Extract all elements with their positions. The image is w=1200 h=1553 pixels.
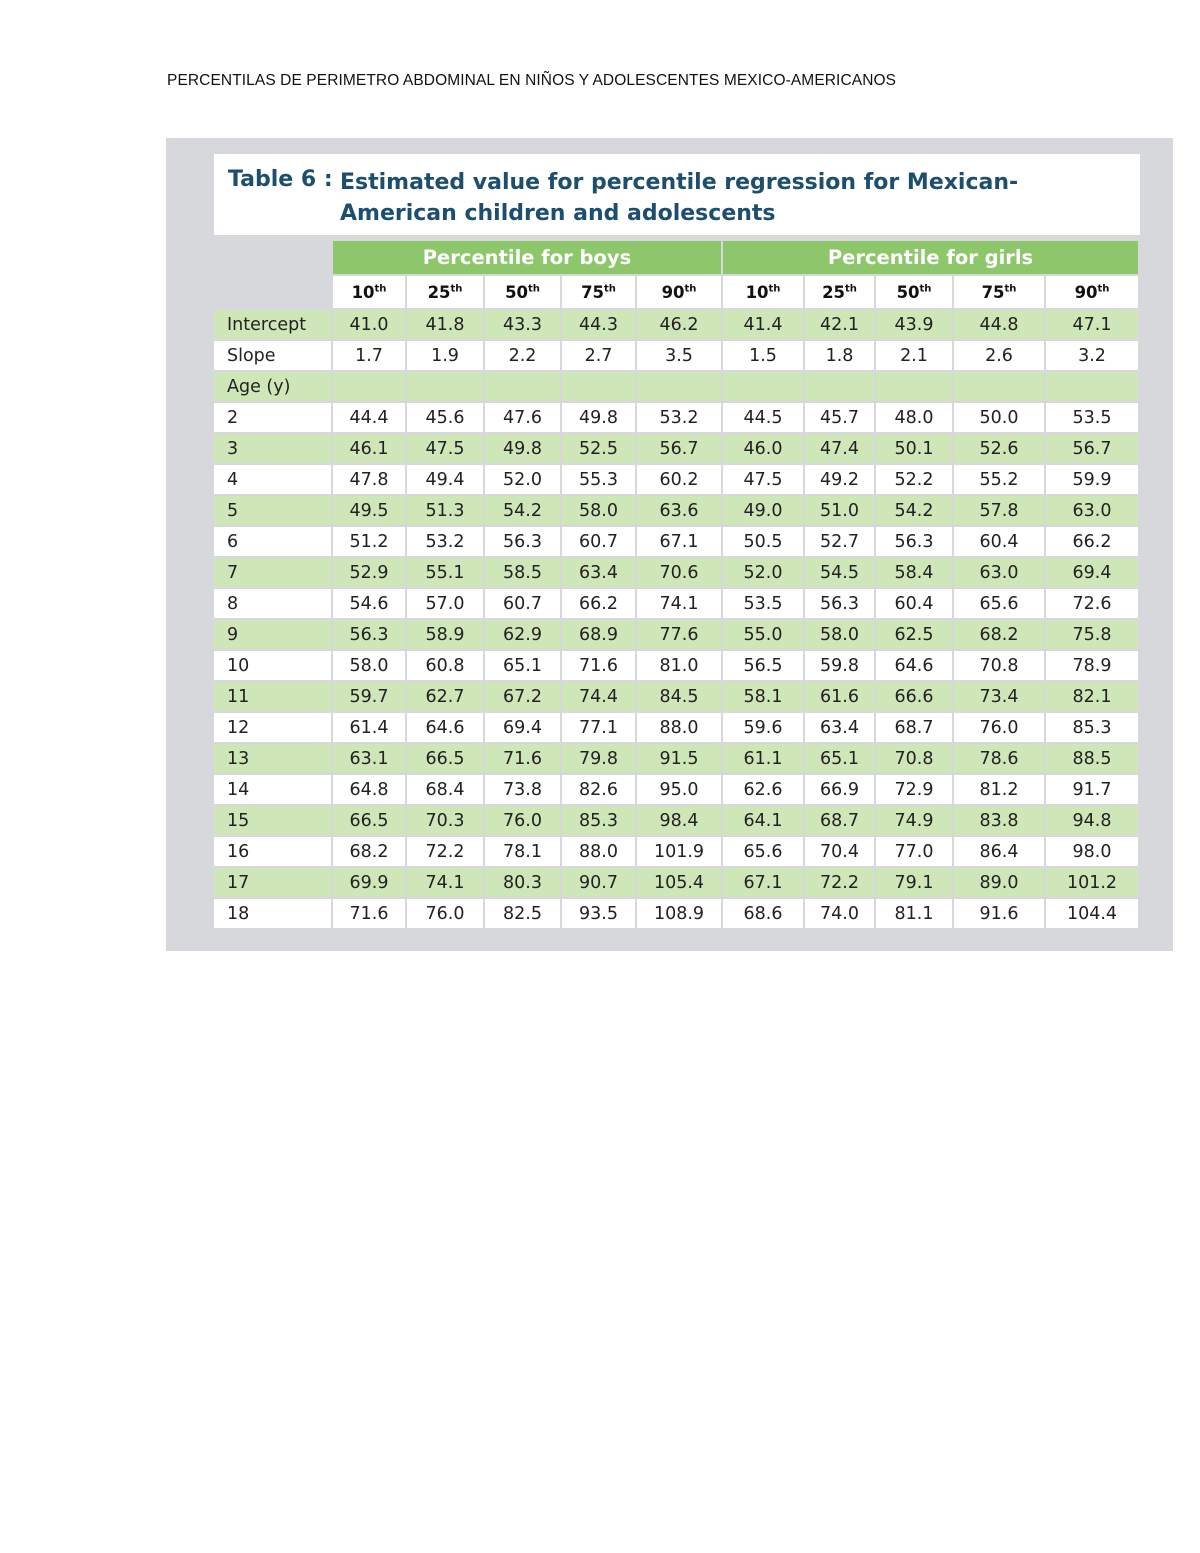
- table-cell: 59.9: [1046, 465, 1140, 496]
- table-cell: 54.6: [333, 589, 407, 620]
- table-cell: 68.9: [562, 620, 637, 651]
- percentile-number: 50: [896, 282, 920, 302]
- table-cell: 49.2: [805, 465, 876, 496]
- row-label: 14: [214, 775, 333, 806]
- table-cell: 76.0: [954, 713, 1046, 744]
- table-cell: 71.6: [485, 744, 562, 775]
- table-cell: 48.0: [876, 403, 954, 434]
- table-cell: 89.0: [954, 868, 1046, 899]
- table-cell: 44.8: [954, 310, 1046, 341]
- table-cell: 94.8: [1046, 806, 1140, 837]
- table-cell: 66.6: [876, 682, 954, 713]
- table-cell: 69.4: [1046, 558, 1140, 589]
- row-label: Age (y): [214, 372, 333, 403]
- table-row: [214, 527, 1140, 558]
- table-cell: 68.7: [876, 713, 954, 744]
- table-row: [214, 372, 1140, 403]
- table-cell: 68.2: [954, 620, 1046, 651]
- table-cell: [637, 372, 723, 403]
- table-cell: 69.9: [333, 868, 407, 899]
- table-cell: 41.8: [407, 310, 485, 341]
- page-heading: PERCENTILAS DE PERIMETRO ABDOMINAL EN NIÑOS Y ADOLESCENTES MEXICO-AMERICANOS: [167, 72, 897, 89]
- table-cell: [333, 372, 407, 403]
- percentile-number: 75: [581, 282, 605, 302]
- table-row: [214, 806, 1140, 837]
- table-cell: 63.4: [562, 558, 637, 589]
- table-cell: 53.5: [723, 589, 805, 620]
- table-cell: 46.1: [333, 434, 407, 465]
- table-cell: 63.0: [954, 558, 1046, 589]
- table-cell: 47.1: [1046, 310, 1140, 341]
- table-cell: 57.0: [407, 589, 485, 620]
- table-cell: 72.6: [1046, 589, 1140, 620]
- percentile-header-cell: [485, 276, 562, 310]
- table-row: [214, 713, 1140, 744]
- table-cell: 63.6: [637, 496, 723, 527]
- row-label: 7: [214, 558, 333, 589]
- table-cell: 85.3: [562, 806, 637, 837]
- table-cell: 74.0: [805, 899, 876, 930]
- table-cell: 67.2: [485, 682, 562, 713]
- table-cell: 70.8: [876, 744, 954, 775]
- table-cell: 53.5: [1046, 403, 1140, 434]
- table-cell: 74.4: [562, 682, 637, 713]
- boys-group-header: Percentile for boys: [333, 241, 723, 276]
- table-cell: 82.1: [1046, 682, 1140, 713]
- table-cell: 58.1: [723, 682, 805, 713]
- table-row: [214, 868, 1140, 899]
- table-cell: 90.7: [562, 868, 637, 899]
- percentile-number: 10: [745, 282, 769, 302]
- table-cell: 1.9: [407, 341, 485, 372]
- table-cell: 3.5: [637, 341, 723, 372]
- table-cell: 52.7: [805, 527, 876, 558]
- table-row: [214, 465, 1140, 496]
- percentile-suffix: th: [374, 283, 387, 294]
- row-label: 17: [214, 868, 333, 899]
- table-cell: 60.4: [954, 527, 1046, 558]
- table-figure: [166, 138, 1173, 951]
- table-cell: 101.9: [637, 837, 723, 868]
- table-cell: 93.5: [562, 899, 637, 930]
- table-cell: 60.2: [637, 465, 723, 496]
- table-cell: 46.0: [723, 434, 805, 465]
- table-cell: 71.6: [333, 899, 407, 930]
- table-cell: 54.5: [805, 558, 876, 589]
- table-cell: 66.2: [562, 589, 637, 620]
- table-cell: 58.9: [407, 620, 485, 651]
- percentile-header-cell: [876, 276, 954, 310]
- table-cell: 52.0: [723, 558, 805, 589]
- table-cell: 63.0: [1046, 496, 1140, 527]
- table-cell: 61.4: [333, 713, 407, 744]
- table-cell: 1.8: [805, 341, 876, 372]
- table-cell: 53.2: [637, 403, 723, 434]
- group-header-row: [214, 241, 1140, 276]
- percentile-number: 25: [822, 282, 846, 302]
- table-cell: 50.1: [876, 434, 954, 465]
- table-cell: 73.4: [954, 682, 1046, 713]
- table-cell: 41.0: [333, 310, 407, 341]
- table-cell: 65.1: [485, 651, 562, 682]
- table-cell: 44.3: [562, 310, 637, 341]
- table-row: [214, 496, 1140, 527]
- table-cell: 64.6: [876, 651, 954, 682]
- table-cell: [1046, 372, 1140, 403]
- table-cell: 46.2: [637, 310, 723, 341]
- table-cell: 47.6: [485, 403, 562, 434]
- table-cell: 56.3: [876, 527, 954, 558]
- table-cell: 91.6: [954, 899, 1046, 930]
- table-cell: 70.4: [805, 837, 876, 868]
- table-cell: 81.1: [876, 899, 954, 930]
- table-cell: 88.0: [637, 713, 723, 744]
- percentile-suffix: th: [684, 283, 697, 294]
- table-cell: 56.5: [723, 651, 805, 682]
- table-number-label: Table 6 :: [228, 167, 333, 192]
- table-cell: 42.1: [805, 310, 876, 341]
- table-cell: 47.8: [333, 465, 407, 496]
- percentile-header-cell: [562, 276, 637, 310]
- table-cell: 54.2: [876, 496, 954, 527]
- table-row: [214, 341, 1140, 372]
- table-cell: 60.7: [562, 527, 637, 558]
- table-cell: 51.3: [407, 496, 485, 527]
- table-cell: 66.2: [1046, 527, 1140, 558]
- row-label: 10: [214, 651, 333, 682]
- table-cell: 53.2: [407, 527, 485, 558]
- table-cell: 85.3: [1046, 713, 1140, 744]
- table-cell: 62.7: [407, 682, 485, 713]
- table-cell: 52.2: [876, 465, 954, 496]
- table-cell: 2.7: [562, 341, 637, 372]
- table-cell: 60.8: [407, 651, 485, 682]
- table-cell: 91.5: [637, 744, 723, 775]
- percentile-suffix: th: [919, 283, 932, 294]
- table-cell: 58.5: [485, 558, 562, 589]
- table-cell: [407, 372, 485, 403]
- row-label: 9: [214, 620, 333, 651]
- percentile-suffix: th: [528, 283, 540, 294]
- table-cell: 61.6: [805, 682, 876, 713]
- percentile-table: [214, 241, 1140, 930]
- table-cell: 74.1: [637, 589, 723, 620]
- row-label: 16: [214, 837, 333, 868]
- table-cell: 55.1: [407, 558, 485, 589]
- table-cell: 70.8: [954, 651, 1046, 682]
- table-cell: 55.0: [723, 620, 805, 651]
- table-cell: 52.5: [562, 434, 637, 465]
- row-label: Intercept: [214, 310, 333, 341]
- percentile-header-cell: [637, 276, 723, 310]
- table-cell: 60.7: [485, 589, 562, 620]
- percentile-header-cell: [333, 276, 407, 310]
- table-cell: 1.5: [723, 341, 805, 372]
- table-cell: 55.3: [562, 465, 637, 496]
- percentile-header-cell: [805, 276, 876, 310]
- table-cell: 86.4: [954, 837, 1046, 868]
- table-cell: 2.2: [485, 341, 562, 372]
- percentile-suffix: th: [604, 283, 616, 294]
- row-label: Slope: [214, 341, 333, 372]
- table-cell: 105.4: [637, 868, 723, 899]
- table-cell: 69.4: [485, 713, 562, 744]
- table-cell: 62.6: [723, 775, 805, 806]
- percentile-suffix: th: [1004, 283, 1017, 294]
- table-cell: 101.2: [1046, 868, 1140, 899]
- table-cell: 62.5: [876, 620, 954, 651]
- table-row: [214, 403, 1140, 434]
- table-cell: 56.3: [805, 589, 876, 620]
- table-cell: 2.1: [876, 341, 954, 372]
- table-cell: 79.1: [876, 868, 954, 899]
- table-cell: 47.4: [805, 434, 876, 465]
- table-cell: [562, 372, 637, 403]
- table-cell: 79.8: [562, 744, 637, 775]
- table-row: [214, 651, 1140, 682]
- table-row: [214, 744, 1140, 775]
- percentile-number: 25: [427, 282, 451, 302]
- table-cell: 58.0: [562, 496, 637, 527]
- table-cell: 65.6: [723, 837, 805, 868]
- table-cell: 98.0: [1046, 837, 1140, 868]
- percentile-number: 50: [505, 282, 529, 302]
- table-cell: [485, 372, 562, 403]
- table-cell: 64.8: [333, 775, 407, 806]
- row-label: 11: [214, 682, 333, 713]
- table-cell: 2.6: [954, 341, 1046, 372]
- table-cell: 58.0: [805, 620, 876, 651]
- table-cell: 68.4: [407, 775, 485, 806]
- percentile-number: 10: [351, 282, 375, 302]
- table-cell: 51.0: [805, 496, 876, 527]
- percentile-number: 90: [1074, 282, 1098, 302]
- table-cell: 62.9: [485, 620, 562, 651]
- table-row: [214, 620, 1140, 651]
- table-cell: 56.7: [637, 434, 723, 465]
- table-cell: 70.3: [407, 806, 485, 837]
- table-row: [214, 589, 1140, 620]
- table-cell: 49.4: [407, 465, 485, 496]
- table-cell: 88.5: [1046, 744, 1140, 775]
- row-label: 6: [214, 527, 333, 558]
- table-cell: 77.0: [876, 837, 954, 868]
- table-title-line-1: Estimated value for percentile regression for Mexican-: [340, 170, 1019, 195]
- table-row: [214, 899, 1140, 930]
- table-cell: 76.0: [407, 899, 485, 930]
- percentile-number: 75: [981, 282, 1005, 302]
- percentile-header-cell: [954, 276, 1046, 310]
- table-cell: 68.6: [723, 899, 805, 930]
- table-cell: 65.1: [805, 744, 876, 775]
- girls-group-header: Percentile for girls: [723, 241, 1140, 276]
- table-title-box: [214, 154, 1140, 235]
- row-label: 8: [214, 589, 333, 620]
- table-cell: 78.6: [954, 744, 1046, 775]
- table-cell: 50.5: [723, 527, 805, 558]
- table-cell: 49.5: [333, 496, 407, 527]
- table-cell: 95.0: [637, 775, 723, 806]
- table-cell: 78.9: [1046, 651, 1140, 682]
- table-cell: 84.5: [637, 682, 723, 713]
- row-label: 12: [214, 713, 333, 744]
- table-row: [214, 558, 1140, 589]
- table-cell: 82.5: [485, 899, 562, 930]
- table-cell: 52.0: [485, 465, 562, 496]
- table-cell: [723, 372, 805, 403]
- table-cell: 78.1: [485, 837, 562, 868]
- table-cell: 88.0: [562, 837, 637, 868]
- percentile-suffix: th: [1097, 283, 1110, 294]
- table-cell: [954, 372, 1046, 403]
- table-row: [214, 310, 1140, 341]
- row-label: 15: [214, 806, 333, 837]
- table-cell: 91.7: [1046, 775, 1140, 806]
- table-cell: 56.3: [485, 527, 562, 558]
- table-row: [214, 434, 1140, 465]
- table-cell: 72.2: [805, 868, 876, 899]
- table-cell: 64.1: [723, 806, 805, 837]
- percentile-suffix: th: [768, 283, 781, 294]
- percentile-header-cell: [407, 276, 485, 310]
- table-cell: 60.4: [876, 589, 954, 620]
- percentile-suffix: th: [450, 283, 463, 294]
- percentile-number: 90: [661, 282, 685, 302]
- table-cell: 81.2: [954, 775, 1046, 806]
- table-cell: 81.0: [637, 651, 723, 682]
- table-cell: 52.6: [954, 434, 1046, 465]
- table-cell: 57.8: [954, 496, 1046, 527]
- table-cell: 49.8: [562, 403, 637, 434]
- table-cell: 80.3: [485, 868, 562, 899]
- table-cell: 67.1: [723, 868, 805, 899]
- table-cell: 75.8: [1046, 620, 1140, 651]
- row-label: 3: [214, 434, 333, 465]
- table-cell: 3.2: [1046, 341, 1140, 372]
- table-cell: 50.0: [954, 403, 1046, 434]
- table-cell: 73.8: [485, 775, 562, 806]
- table-cell: 54.2: [485, 496, 562, 527]
- table-row: [214, 682, 1140, 713]
- table-row: [214, 775, 1140, 806]
- percentile-header-row: [214, 276, 1140, 310]
- row-label: 13: [214, 744, 333, 775]
- table-cell: 59.8: [805, 651, 876, 682]
- table-cell: 77.6: [637, 620, 723, 651]
- table-cell: 51.2: [333, 527, 407, 558]
- table-cell: 59.6: [723, 713, 805, 744]
- table-cell: [876, 372, 954, 403]
- table-cell: 72.9: [876, 775, 954, 806]
- table-cell: 55.2: [954, 465, 1046, 496]
- row-label: 4: [214, 465, 333, 496]
- table-cell: 74.1: [407, 868, 485, 899]
- table-cell: 83.8: [954, 806, 1046, 837]
- table-cell: 98.4: [637, 806, 723, 837]
- table-cell: 70.6: [637, 558, 723, 589]
- table-cell: 44.4: [333, 403, 407, 434]
- table-cell: 66.5: [407, 744, 485, 775]
- table-cell: 63.4: [805, 713, 876, 744]
- percentile-suffix: th: [845, 283, 857, 294]
- table-title: [340, 167, 1120, 229]
- table-cell: 71.6: [562, 651, 637, 682]
- table-cell: 67.1: [637, 527, 723, 558]
- corner-cell: [214, 276, 333, 310]
- table-cell: 63.1: [333, 744, 407, 775]
- row-label: 18: [214, 899, 333, 930]
- table-cell: 45.7: [805, 403, 876, 434]
- table-cell: 82.6: [562, 775, 637, 806]
- table-row: [214, 837, 1140, 868]
- table-cell: 43.3: [485, 310, 562, 341]
- table-cell: 66.5: [333, 806, 407, 837]
- table-cell: 43.9: [876, 310, 954, 341]
- table-cell: 44.5: [723, 403, 805, 434]
- table-cell: 108.9: [637, 899, 723, 930]
- table-cell: 104.4: [1046, 899, 1140, 930]
- table-cell: 47.5: [723, 465, 805, 496]
- row-label: 2: [214, 403, 333, 434]
- table-title-line-2: American children and adolescents: [340, 201, 776, 226]
- table-cell: [805, 372, 876, 403]
- table-cell: 72.2: [407, 837, 485, 868]
- corner-cell: [214, 241, 333, 276]
- table-cell: 68.2: [333, 837, 407, 868]
- table-cell: 66.9: [805, 775, 876, 806]
- table-cell: 47.5: [407, 434, 485, 465]
- table-cell: 76.0: [485, 806, 562, 837]
- percentile-header-cell: [723, 276, 805, 310]
- table-cell: 52.9: [333, 558, 407, 589]
- table-cell: 58.4: [876, 558, 954, 589]
- table-cell: 58.0: [333, 651, 407, 682]
- table-cell: 65.6: [954, 589, 1046, 620]
- table-cell: 56.7: [1046, 434, 1140, 465]
- table-cell: 41.4: [723, 310, 805, 341]
- table-cell: 68.7: [805, 806, 876, 837]
- row-label: 5: [214, 496, 333, 527]
- table-cell: 49.0: [723, 496, 805, 527]
- table-body: [214, 310, 1140, 930]
- table-cell: 49.8: [485, 434, 562, 465]
- table-cell: 1.7: [333, 341, 407, 372]
- percentile-header-cell: [1046, 276, 1140, 310]
- table-cell: 56.3: [333, 620, 407, 651]
- table-cell: 45.6: [407, 403, 485, 434]
- table-cell: 64.6: [407, 713, 485, 744]
- table-cell: 59.7: [333, 682, 407, 713]
- table-cell: 74.9: [876, 806, 954, 837]
- table-cell: 61.1: [723, 744, 805, 775]
- table-cell: 77.1: [562, 713, 637, 744]
